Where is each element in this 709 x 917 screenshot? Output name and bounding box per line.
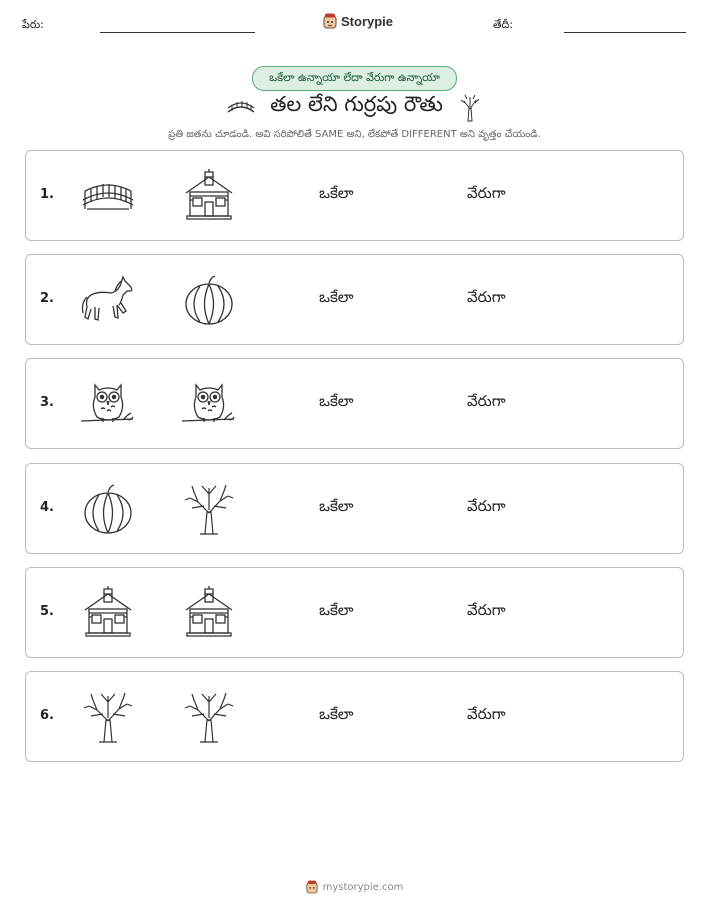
owl-icon	[79, 377, 137, 431]
answer-different[interactable]: వేరుగా	[467, 392, 506, 410]
question-row	[25, 671, 684, 762]
worksheet-type-badge	[252, 66, 457, 91]
question-number: 2.	[40, 291, 54, 306]
answer-same[interactable]: ఒకేలా	[319, 601, 354, 619]
date-label: తేదీ:	[493, 18, 514, 31]
storypie-mascot-icon	[306, 880, 318, 894]
page-title: తల లేని గుర్రపు రౌతు	[270, 92, 443, 116]
brand-logo	[323, 13, 393, 29]
instructions: ప్రతి జతను చూడండి. అవి సరిపోలితే SAME అని, లేకపోతే DIFFERENT అని వృత్తం చేయండి.	[168, 129, 541, 140]
badge-label: ఒకేలా ఉన్నాయా లేదా వేరుగా ఉన్నాయా	[269, 70, 440, 84]
question-row	[25, 254, 684, 345]
bridge-icon	[79, 169, 137, 223]
pumpkin-icon	[79, 482, 137, 536]
schoolhouse-icon	[180, 586, 238, 640]
title-row	[0, 92, 709, 122]
question-row	[25, 358, 684, 449]
bridge-icon	[226, 96, 256, 118]
pumpkin-icon	[180, 273, 238, 327]
answer-different[interactable]: వేరుగా	[467, 184, 506, 202]
tree-icon	[79, 690, 137, 744]
question-row	[25, 150, 684, 241]
question-number: 1.	[40, 187, 54, 202]
question-row	[25, 567, 684, 658]
footer	[0, 880, 709, 894]
storypie-mascot-icon	[323, 13, 337, 29]
answer-different[interactable]: వేరుగా	[467, 497, 506, 515]
question-number: 6.	[40, 708, 54, 723]
footer-url[interactable]: mystorypie.com	[322, 881, 404, 893]
schoolhouse-icon	[79, 586, 137, 640]
date-line[interactable]	[564, 32, 686, 33]
schoolhouse-icon	[180, 169, 238, 223]
tree-icon	[180, 690, 238, 744]
horse-icon	[79, 273, 137, 327]
answer-different[interactable]: వేరుగా	[467, 288, 506, 306]
name-line[interactable]	[100, 32, 255, 33]
answer-same[interactable]: ఒకేలా	[319, 392, 354, 410]
brand-name: Storypie	[341, 13, 394, 29]
tree-icon	[180, 482, 238, 536]
answer-same[interactable]: ఒకేలా	[319, 288, 354, 306]
answer-same[interactable]: ఒకేలా	[319, 184, 354, 202]
answer-same[interactable]: ఒకేలా	[319, 705, 354, 723]
answer-different[interactable]: వేరుగా	[467, 601, 506, 619]
question-number: 3.	[40, 395, 54, 410]
question-number: 4.	[40, 500, 54, 515]
answer-same[interactable]: ఒకేలా	[319, 497, 354, 515]
question-row	[25, 463, 684, 554]
name-label: పేరు:	[22, 18, 44, 31]
owl-icon	[180, 377, 238, 431]
question-number: 5.	[40, 604, 54, 619]
answer-different[interactable]: వేరుగా	[467, 705, 506, 723]
tree-icon	[457, 92, 483, 122]
